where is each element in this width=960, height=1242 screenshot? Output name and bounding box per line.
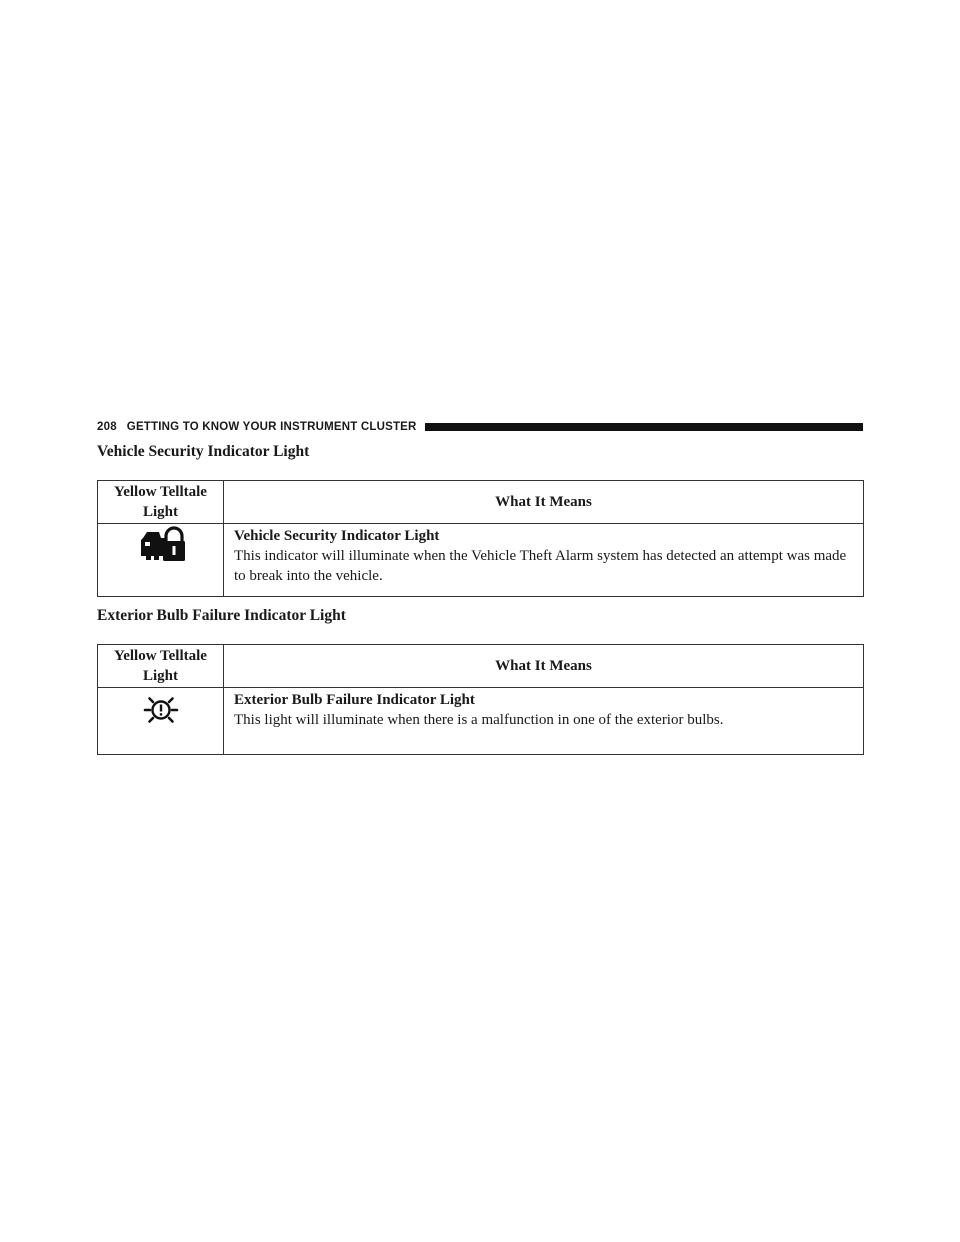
column-header-light: Yellow Telltale Light xyxy=(98,481,224,524)
telltale-table-exterior-bulb xyxy=(97,644,864,755)
page-number: 208 xyxy=(97,421,117,433)
table-header-row xyxy=(98,481,864,524)
table-row xyxy=(98,688,864,755)
description-cell xyxy=(224,524,864,597)
row-text: This indicator will illuminate when the Vehicle Theft Alarm system has detected an attempt was made to break into the vehicle. xyxy=(234,548,847,584)
table-row xyxy=(98,524,864,597)
description-cell xyxy=(224,688,864,755)
table-header-row xyxy=(98,645,864,688)
header-rule xyxy=(425,423,863,431)
vehicle-security-lock-icon xyxy=(137,552,185,568)
row-text: This light will illuminate when there is a malfunction in one of the exterior bulbs. xyxy=(234,712,724,728)
icon-cell xyxy=(98,688,224,755)
column-header-means: What It Means xyxy=(224,645,864,688)
exterior-bulb-failure-icon xyxy=(139,720,183,736)
row-title: Vehicle Security Indicator Light xyxy=(234,528,440,544)
column-header-means: What It Means xyxy=(224,481,864,524)
column-header-light: Yellow Telltale Light xyxy=(98,645,224,688)
icon-cell xyxy=(98,524,224,597)
row-title: Exterior Bulb Failure Indicator Light xyxy=(234,692,475,708)
section-title-exterior-bulb: Exterior Bulb Failure Indicator Light xyxy=(97,607,346,624)
page-header xyxy=(97,419,863,435)
running-section-title: GETTING TO KNOW YOUR INSTRUMENT CLUSTER xyxy=(126,421,417,433)
section-title-vehicle-security: Vehicle Security Indicator Light xyxy=(97,443,310,460)
telltale-table-vehicle-security xyxy=(97,480,864,597)
